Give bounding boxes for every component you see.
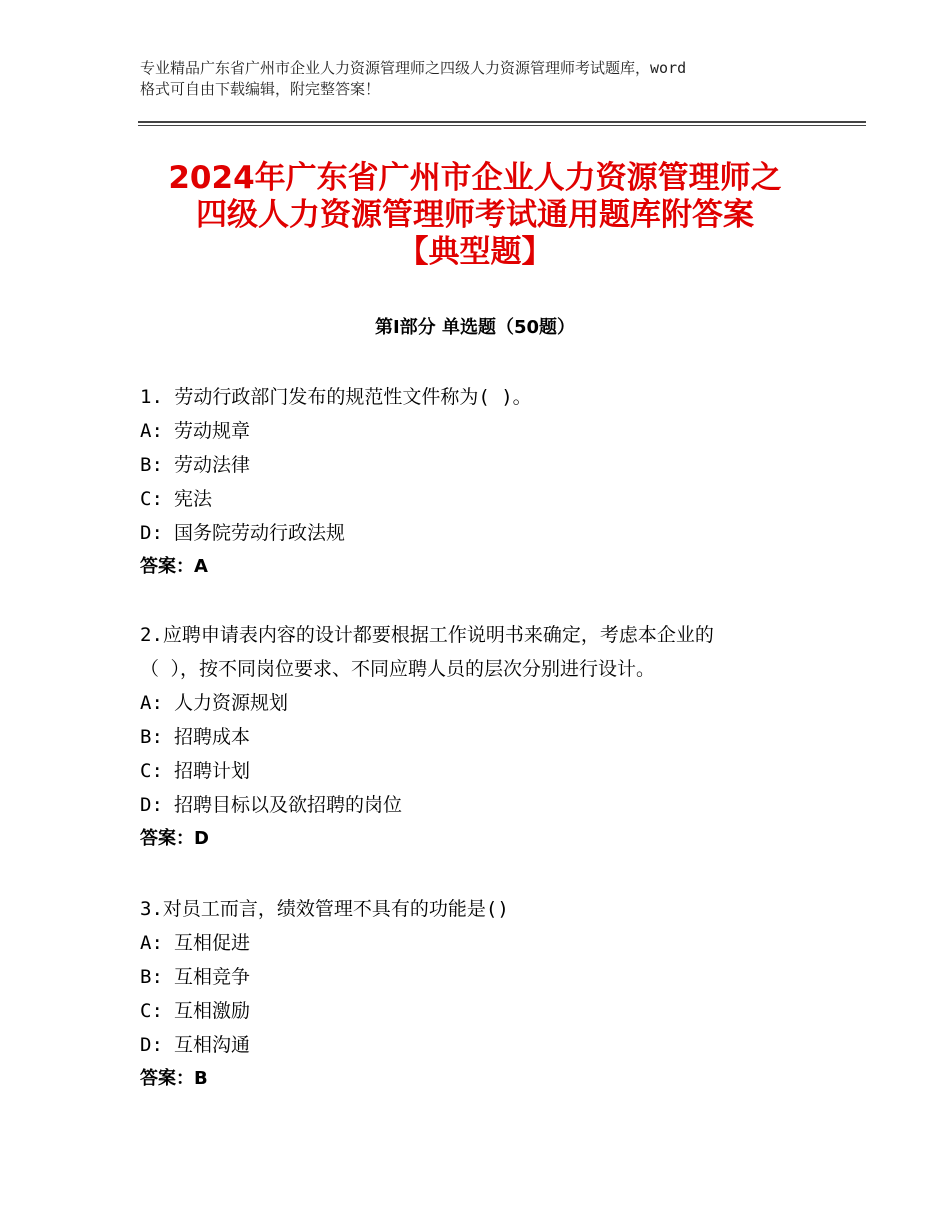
option-c xyxy=(140,754,820,788)
option-label: D: xyxy=(140,1034,163,1056)
title-line-2: 四级人力资源管理师考试通用题库附答案 xyxy=(196,197,754,233)
header-note xyxy=(140,58,830,100)
question-stem-continued: （ ），按不同岗位要求、不同应聘人员的层次分别进行设计。 xyxy=(140,658,655,680)
option-text: 人力资源规划 xyxy=(174,692,289,714)
option-a xyxy=(140,926,820,960)
header-note-line-2: 格式可自由下载编辑，附完整答案！ xyxy=(140,80,381,98)
option-label: A: xyxy=(140,420,163,442)
option-label: B: xyxy=(140,454,163,476)
option-a xyxy=(140,414,820,448)
option-label: D: xyxy=(140,522,163,544)
option-label: B: xyxy=(140,726,163,748)
title-line-1: 2024年广东省广州市企业人力资源管理师之 xyxy=(168,160,782,196)
option-text: 国务院劳动行政法规 xyxy=(174,522,346,544)
option-b xyxy=(140,448,820,482)
option-d xyxy=(140,788,820,822)
option-text: 招聘成本 xyxy=(174,726,251,748)
header-divider-thin xyxy=(138,125,866,126)
question-stem: 3.对员工而言，绩效管理不具有的功能是() xyxy=(140,898,509,920)
question-1 xyxy=(140,380,820,584)
answer: 答案：A xyxy=(140,556,208,577)
document-title xyxy=(120,160,830,271)
option-text: 互相竞争 xyxy=(174,966,251,988)
option-d xyxy=(140,1028,820,1062)
option-b xyxy=(140,720,820,754)
option-text: 互相激励 xyxy=(174,1000,251,1022)
answer: 答案：D xyxy=(140,828,209,849)
title-line-3: 【典型题】 xyxy=(397,234,553,270)
option-label: C: xyxy=(140,1000,163,1022)
section-title: 第Ⅰ部分 单选题（50题） xyxy=(374,317,575,338)
option-text: 宪法 xyxy=(174,488,213,510)
option-c xyxy=(140,994,820,1028)
question-3 xyxy=(140,892,820,1096)
header-note-line-1: 专业精品广东省广州市企业人力资源管理师之四级人力资源管理师考试题库，word xyxy=(140,59,687,77)
answer: 答案：B xyxy=(140,1068,208,1089)
option-label: A: xyxy=(140,692,163,714)
option-text: 互相促进 xyxy=(174,932,251,954)
question-2 xyxy=(140,618,820,856)
option-text: 互相沟通 xyxy=(174,1034,251,1056)
option-c xyxy=(140,482,820,516)
option-text: 劳动法律 xyxy=(174,454,251,476)
option-b xyxy=(140,960,820,994)
option-label: C: xyxy=(140,760,163,782)
option-a xyxy=(140,686,820,720)
question-stem: 1. 劳动行政部门发布的规范性文件称为( )。 xyxy=(140,386,532,408)
option-label: D: xyxy=(140,794,163,816)
option-text: 劳动规章 xyxy=(174,420,251,442)
question-stem: 2.应聘申请表内容的设计都要根据工作说明书来确定，考虑本企业的 xyxy=(140,624,714,646)
option-label: B: xyxy=(140,966,163,988)
option-label: A: xyxy=(140,932,163,954)
option-label: C: xyxy=(140,488,163,510)
option-d xyxy=(140,516,820,550)
header-divider-thick xyxy=(138,121,866,123)
option-text: 招聘目标以及欲招聘的岗位 xyxy=(174,794,403,816)
option-text: 招聘计划 xyxy=(174,760,251,782)
